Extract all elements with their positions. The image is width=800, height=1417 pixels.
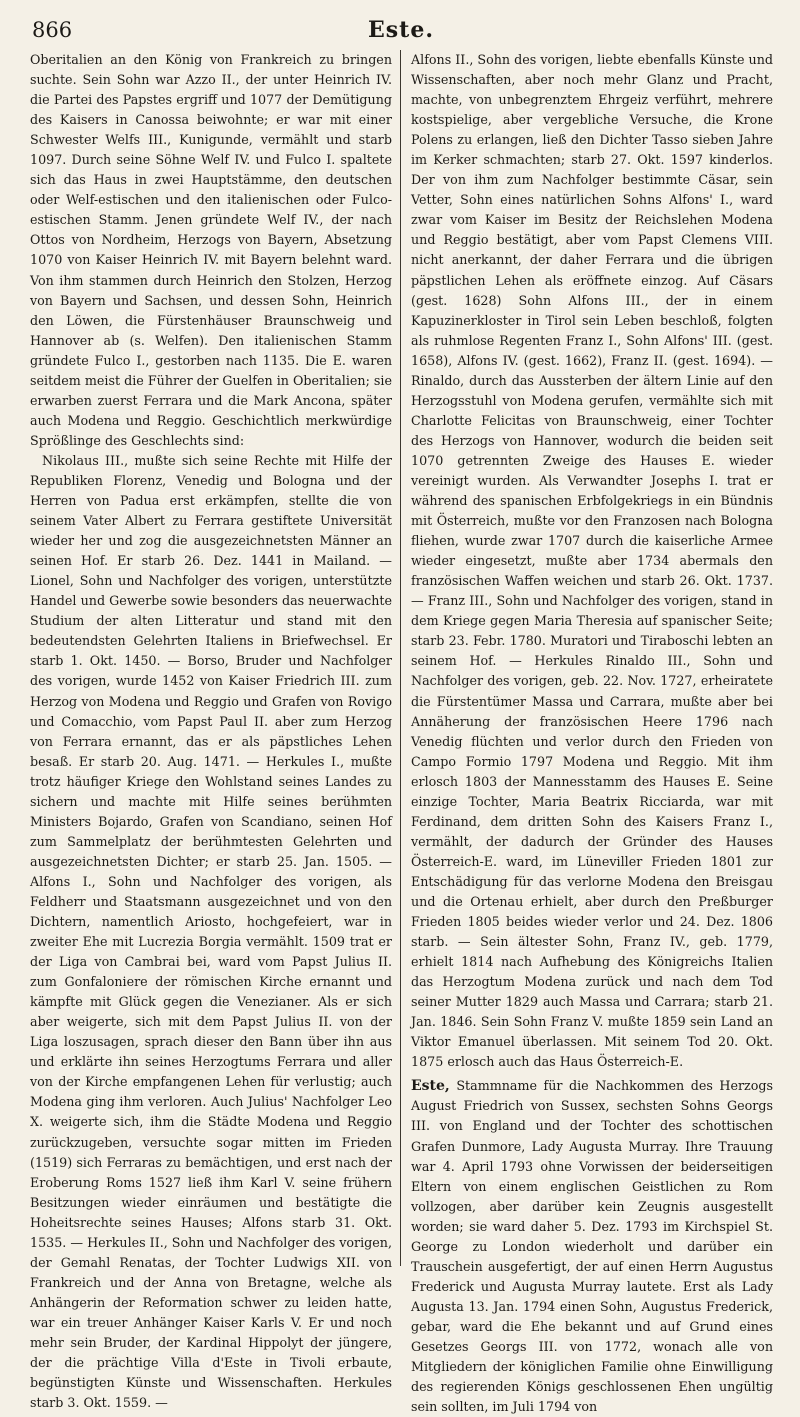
paragraph: Nikolaus III., mußte sich seine Rechte mit Hilfe der Republiken Florenz, Venedig und Bologna und der Herren von Padua erst erkämpfen, stellte die von seinem Vater Albert zu Ferrara gestiftete Universität wieder her und zog die ausgezeichnetsten Männer an seinen Hof. Er starb 26. Dez. 1441 in Mailand. — Lionel, Sohn und Nachfolger des vorigen, unterstützte Handel und Gewerbe sowie besonders das neuerwachte Studium der alten Litteratur und stand mit den bedeutendsten Gelehrten Italiens in Briefwechsel. Er starb 1. Okt. 1450. — Borso, Bruder und Nachfolger des vorigen, wurde 1452 von Kaiser Friedrich III. zum Herzog von Modena und Reggio und Grafen von Rovigo und Comacchio, vom Papst Paul II. aber zum Herzog von Ferrara ernannt, das er als päpstliches Lehen besaß. Er starb 20. Aug. 1471. — Herkules I., mußte trotz häufiger Kriege den Wohlstand seines Landes zu sichern und machte mit Hilfe seines berühmten Ministers Bojardo, Grafen von Scandiano, seinen Hof zum Sammelplatz der berühmtesten Gelehrten und ausgezeichnetsten Dichter; er starb 25. Jan. 1505. — Alfons I., Sohn und Nachfolger des vorigen, als Feldherr und Staatsmann ausgezeichnet und von den Dichtern, namentlich Ariosto, hochgefeiert, war in zweiter Ehe mit Lucrezia Borgia vermählt. 1509 trat er der Liga von Cambrai bei, ward vom Papst Julius II. zum Gonfaloniere der römischen Kirche ernannt und kämpfte mit Glück gegen die Venezianer. Als er sich aber weigerte, sich mit dem Papst Julius II. von der Liga loszusagen, sprach dieser den Bann über ihn aus und erklärte ihn seines Herzogtums Ferrara und aller von der Kirche empfangenen Lehen für verlustig; auch Modena ging ihm verloren. Auch Julius' Nachfolger Leo X. weigerte sich, ihm die Städte Modena und Reggio zurückzugeben, versuchte sogar mitten im Frieden (1519) sich Ferraras zu bemächtigen, und erst nach der Eroberung Roms 1527 ließ ihm Karl V. seine frühern Besitzungen wieder einräumen und bestätigte die Hoheitsrechte seines Hauses; Alfons starb 31. Okt. 1535. — Herkules II., Sohn und Nachfolger des vorigen, der Gemahl Renatas, der Tochter Ludwigs XII. von Frankreich und der Anna von Bretagne, welche als Anhängerin der Reformation schwer zu leiden hatte, war ein treuer Anhänger Kaiser Karls V. Er und noch mehr sein Bruder, der Kardinal Hippolyt der jüngere, der die prächtige Villa d'Este in Tivoli erbaute, begünstigten Künste und Wissenschaften. Herkules starb 3. Okt. 1559. — [30, 452, 393, 1411]
entry-este [411, 1076, 773, 1417]
paragraph: Oberitalien an den König von Frankreich zu bringen suchte. Sein Sohn war Azzo II., der unter Heinrich IV. die Partei des Papstes ergriff und 1077 der Demütigung des Kaisers in Canossa beiwohnte; er war mit einer Schwester Welfs III., Kunigunde, vermählt und starb 1097. Durch seine Söhne Welf IV. und Fulco I. spaltete sich das Haus in zwei Hauptstämme, den deutschen oder Welf-estischen und den italienischen oder Fulco-estischen Stamm. Jenen gründete Welf IV., der nach Ottos von Nordheim, Herzogs von Bayern, Absetzung 1070 von Kaiser Heinrich IV. mit Bayern belehnt ward. Von ihm stammen durch Heinrich den Stolzen, Herzog von Bayern und Sachsen, und dessen Sohn, Heinrich den Löwen, die Fürstenhäuser Braunschweig und Hannover ab (s. Welfen). Den italienischen Stamm gründete Fulco I., gestorben nach 1135. Die E. waren seitdem meist die Führer der Guelfen in Oberitalien; sie erwarben zuerst Ferrara und die Mark Ancona, später auch Modena und Reggio. Geschichtlich merkwürdige Sprößlinge des Geschlechts sind: [30, 52, 392, 448]
right-column [411, 50, 773, 1415]
running-head: Este. [368, 17, 434, 43]
page-header [30, 14, 772, 48]
column-divider [400, 50, 401, 1266]
entry-headword: Este, [411, 1078, 450, 1095]
left-column [30, 50, 393, 1411]
entry-text: Stammname für die Nachkommen des Herzogs August Friedrich von Sussex, sechsten Sohns Georgs III. von England und der Tochter des schottischen Grafen Dunmore, Lady Augusta Murray. Ihre Trauung war 4. April 1793 ohne Vorwissen der beiderseitigen Eltern von einem englischen Geistlichen zu Rom vollzogen, aber darüber kein Zeugnis ausgestellt worden; sie ward daher 5. Dez. 1793 im Kirchspiel St. George zu London wiederholt und darüber ein Trauschein ausgefertigt, der auf einen Herrn Augustus Frederick und Augusta Murray lautete. Erst als Lady Augusta 13. Jan. 1794 einen Sohn, Augustus Frederick, gebar, ward die Ehe bekannt und auf Grund eines Gesetzes Georgs III. von 1772, wonach alle von Mitgliedern der königlichen Familie ohne Einwilligung des regierenden Königs geschlossenen Ehen ungültig sein sollten, im Juli 1794 von [411, 1078, 773, 1415]
page [30, 14, 773, 1415]
page-number: 866 [32, 18, 73, 42]
paragraph: Alfons II., Sohn des vorigen, liebte ebenfalls Künste und Wissenschaften, aber noch mehr Glanz und Pracht, machte, von unbegrenztem Ehrgeiz verführt, mehrere kostspielige, aber vergebliche Versuche, die Krone Polens zu erlangen, ließ den Dichter Tasso sieben Jahre im Kerker schmachten; starb 27. Okt. 1597 kinderlos. Der von ihm zum Nachfolger bestimmte Cäsar, sein Vetter, Sohn eines natürlichen Sohns Alfons' I., ward zwar vom Kaiser im Besitz der Reichslehen Modena und Reggio bestätigt, aber vom Papst Clemens VIII. nicht anerkannt, der daher Ferrara und die übrigen päpstlichen Lehen als eröffnete einzog. Auf Cäsars (gest. 1628) Sohn Alfons III., der in einem Kapuzinerkloster in Tirol sein Leben beschloß, folgten als ruhmlose Regenten Franz I., Sohn Alfons' III. (gest. 1658), Alfons IV. (gest. 1662), Franz II. (gest. 1694). — Rinaldo, durch das Aussterben der ältern Linie auf den Herzogsstuhl von Modena gerufen, vermählte sich mit Charlotte Felicitas von Braunschweig, einer Tochter des Herzogs von Hannover, wodurch die beiden seit 1070 getrennten Zweige des Hauses E. wieder vereinigt wurden. Als Verwandter Josephs I. trat er während des spanischen Erbfolgekriegs in ein Bündnis mit Österreich, mußte vor den Franzosen nach Bologna fliehen, wurde zwar 1707 durch die kaiserliche Armee wieder eingesetzt, mußte aber 1734 abermals den französischen Waffen weichen und starb 26. Okt. 1737. — Franz III., Sohn und Nachfolger des vorigen, stand in dem Kriege gegen Maria Theresia auf spanischer Seite; starb 23. Febr. 1780. Muratori und Tiraboschi lebten an seinem Hof. — Herkules Rinaldo III., Sohn und Nachfolger des vorigen, geb. 22. Nov. 1727, erheiratete die Fürstentümer Massa und Carrara, mußte aber bei Annäherung der französischen Heere 1796 nach Venedig flüchten und verlor durch den Frieden von Campo Formio 1797 Modena und Reggio. Mit ihm erlosch 1803 der Mannesstamm des Hauses E. Seine einzige Tochter, Maria Beatrix Ricciarda, war mit Ferdinand, dem dritten Sohn des Kaisers Franz I., vermählt, der dadurch der Gründer des Hauses Österreich-E. ward, im Lüneviller Frieden 1801 zur Entschädigung für das verlorne Modena den Breisgau und die Ortenau erhielt, aber durch den Preßburger Frieden 1805 beides wieder verlor und 24. Dez. 1806 starb. — Sein ältester Sohn, Franz IV., geb. 1779, erhielt 1814 nach Aufhebung des Königreichs Italien das Herzogtum Modena zurück und nach dem Tod seiner Mutter 1829 auch Massa und Carrara; starb 21. Jan. 1846. Sein Sohn Franz V. mußte 1859 sein Land an Viktor Emanuel überlassen. Mit seinem Tod 20. Okt. 1875 erlosch auch das Haus Österreich-E. [411, 52, 773, 1070]
text-columns [30, 50, 773, 1415]
